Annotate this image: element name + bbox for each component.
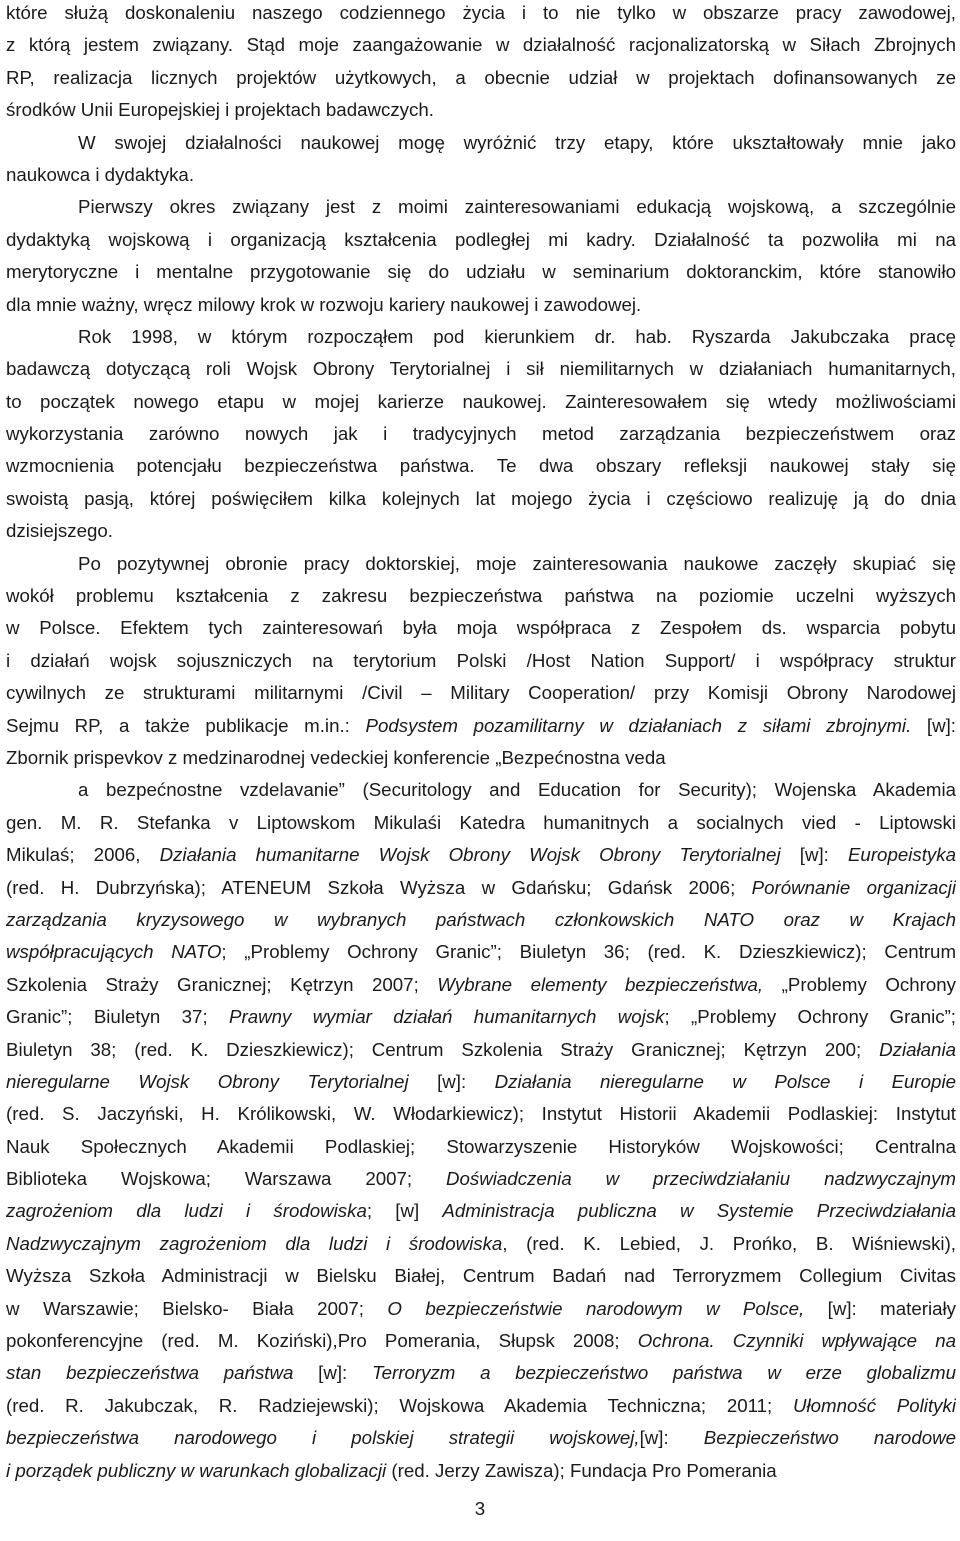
- text-segment: Biblioteka Wojskowa; Warszawa 2007;: [6, 1168, 447, 1190]
- text-segment: RP, realizacja licznych projektów użytkowych, a obecnie udział w projektach dofinansowanych ze: [6, 66, 956, 88]
- text-segment: (red. H. Dubrzyńska); ATENEUM Szkoła Wyższa w Gdańsku; Gdańsk 2006;: [6, 876, 752, 898]
- page-number: 3: [474, 1498, 486, 1519]
- text-line: [6, 127, 956, 159]
- text-segment: środków Unii Europejskiej i projektach badawczych.: [6, 99, 434, 121]
- italic-text-segment: Ochrona. Czynniki wpływające na: [637, 1330, 956, 1352]
- italic-text-segment: Porównanie organizacji: [751, 876, 956, 898]
- text-segment: wokół problemu kształcenia z zakresu bezpieczeństwa państwa na poziomie uczelni wyższych: [6, 585, 956, 607]
- italic-text-segment: O bezpieczeństwie narodowym w Polsce,: [387, 1297, 805, 1319]
- text-segment: (red. Jerzy Zawisza); Fundacja Pro Pomerania: [386, 1459, 777, 1481]
- text-segment: Nauk Społecznych Akademii Podlaskiej; Stowarzyszenie Historyków Wojskowości; Centralna: [6, 1135, 956, 1157]
- italic-text-segment: Bezpieczeństwo narodowe: [703, 1427, 956, 1449]
- text-line: [6, 742, 956, 774]
- text-segment: wzmocnienia potencjału bezpieczeństwa państwa. Te dwa obszary refleksji naukowej stały się: [6, 455, 956, 477]
- text-line: [6, 1422, 956, 1454]
- italic-text-segment: współpracujących NATO: [6, 941, 222, 963]
- text-line: [6, 1195, 956, 1227]
- text-line: [6, 1293, 956, 1325]
- text-segment: badawczą dotyczącą roli Wojsk Obrony Terytorialnej i sił niemilitarnych w działaniach humanitarnych,: [6, 358, 956, 380]
- text-line: [6, 321, 956, 353]
- text-line: [6, 548, 956, 580]
- italic-text-segment: bezpieczeństwa narodowego i polskiej strategii wojskowej,: [6, 1427, 640, 1449]
- italic-text-segment: zarządzania kryzysowego w wybranych państwach członkowskich NATO oraz w Krajach: [6, 908, 956, 930]
- text-line: [6, 904, 956, 936]
- italic-text-segment: Doświadczenia w przeciwdziałaniu nadzwyczajnym: [446, 1168, 956, 1190]
- text-segment: które służą doskonaleniu naszego codziennego życia i to nie tylko w obszarze pracy zawodowej,: [6, 2, 956, 23]
- text-line: [6, 289, 956, 321]
- text-segment: [w]:: [911, 714, 956, 736]
- text-line: [6, 872, 956, 904]
- italic-text-segment: Ułomność Polityki: [792, 1394, 956, 1416]
- text-segment: w Warszawie; Bielsko- Biała 2007;: [6, 1297, 388, 1319]
- text-line: [6, 839, 956, 871]
- italic-text-segment: stan bezpieczeństwa państwa: [6, 1362, 294, 1384]
- text-line: [6, 159, 956, 191]
- text-line: [6, 515, 956, 547]
- text-line: [6, 1034, 956, 1066]
- text-line: [6, 450, 956, 482]
- text-segment: gen. M. R. Stefanka v Liptowskom Mikulaśi Katedra humanitnych a socialnych vied - Liptowski: [6, 811, 956, 833]
- text-segment: Po pozytywnej obronie pracy doktorskiej, moje zainteresowania naukowe zaczęły skupiać się: [78, 552, 956, 574]
- text-segment: dydaktyką wojskową i organizacją kształcenia podległej mi kadry. Działalność ta pozwoliła mi na: [6, 228, 956, 250]
- text-segment: pokonferencyjne (red. M. Koziński),Pro Pomerania, Słupsk 2008;: [6, 1330, 638, 1352]
- italic-text-segment: Nadzwyczajnym zagrożeniom dla ludzi i środowiska: [6, 1232, 503, 1254]
- text-line: [6, 1325, 956, 1357]
- text-segment: W swojej działalności naukowej mogę wyróżnić trzy etapy, które ukształtowały mnie jako: [78, 131, 956, 153]
- text-segment: Mikulaś; 2006,: [6, 844, 160, 866]
- text-segment: Wyższa Szkoła Administracji w Bielsku Białej, Centrum Badań nad Terroryzmem Collegium Civitas: [6, 1265, 956, 1287]
- text-line: [6, 969, 956, 1001]
- italic-text-segment: Działania humanitarne Wojsk Obrony Wojsk Obrony Terytorialnej: [159, 844, 781, 866]
- italic-text-segment: i porządek publiczny w warunkach globalizacji: [6, 1459, 387, 1481]
- italic-text-segment: Działania nieregularne w Polsce i Europie: [494, 1070, 956, 1092]
- text-segment: [w]:: [639, 1427, 704, 1449]
- text-segment: i działań wojsk sojuszniczych na terytorium Polski /Host Nation Support/ i współpracy struktur: [6, 649, 956, 671]
- text-line: [6, 1455, 956, 1487]
- text-segment: [w]:: [293, 1362, 372, 1384]
- text-segment: to początek nowego etapu w mojej karierze naukowej. Zainteresowałem się wtedy możliwościami: [6, 390, 956, 412]
- text-line: [6, 386, 956, 418]
- text-segment: (red. R. Jakubczak, R. Radziejewski); Wojskowa Akademia Techniczna; 2011;: [6, 1394, 793, 1416]
- text-line: [6, 1163, 956, 1195]
- text-segment: [w]:: [408, 1070, 495, 1092]
- text-segment: swoistą pasją, której poświęciłem kilka kolejnych lat mojego życia i częściowo realizuję ją do dnia: [6, 487, 956, 509]
- italic-text-segment: Prawny wymiar działań humanitarnych wojsk: [229, 1006, 665, 1028]
- text-line: [6, 1066, 956, 1098]
- text-segment: ; [w]: [366, 1200, 443, 1222]
- text-segment: „Problemy Ochrony: [763, 973, 956, 995]
- text-segment: Granic”; Biuletyn 37;: [6, 1006, 230, 1028]
- italic-text-segment: Wybrane elementy bezpieczeństwa,: [437, 973, 764, 995]
- text-segment: ; „Problemy Ochrony Granic”;: [664, 1006, 956, 1028]
- text-line: [6, 418, 956, 450]
- document-body: [6, 0, 956, 1487]
- text-line: [6, 483, 956, 515]
- text-segment: Pierwszy okres związany jest z moimi zainteresowaniami edukacją wojskową, a szczególnie: [78, 196, 956, 218]
- italic-text-segment: Terroryzm a bezpieczeństwo państwa w erze globalizmu: [371, 1362, 956, 1384]
- text-line: [6, 936, 956, 968]
- text-line: [6, 191, 956, 223]
- text-line: [6, 612, 956, 644]
- text-segment: , (red. K. Lebied, J. Prońko, B. Wiśniewski),: [502, 1232, 956, 1254]
- text-line: [6, 580, 956, 612]
- italic-text-segment: Działania: [879, 1038, 956, 1060]
- italic-text-segment: Europeistyka: [847, 844, 956, 866]
- text-segment: a bezpećnostne vzdelavanie” (Securitology and Education for Security); Wojenska Akademia: [78, 779, 956, 801]
- text-line: [6, 645, 956, 677]
- text-line: [6, 256, 956, 288]
- text-line: [6, 353, 956, 385]
- italic-text-segment: nieregularne Wojsk Obrony Terytorialnej: [6, 1070, 409, 1092]
- text-line: [6, 94, 956, 126]
- text-line: [6, 677, 956, 709]
- text-segment: z którą jestem związany. Stąd moje zaangażowanie w działalność racjonalizatorską w Siłach Zbrojnych: [6, 34, 956, 56]
- text-line: [6, 1357, 956, 1389]
- text-segment: (red. S. Jaczyński, H. Królikowski, W. Włodarkiewicz); Instytut Historii Akademii Podlaskiej: Instytut: [6, 1103, 956, 1125]
- text-line: [6, 1001, 956, 1033]
- text-segment: Szkolenia Straży Granicznej; Kętrzyn 2007;: [6, 973, 438, 995]
- text-line: [6, 1098, 956, 1130]
- text-segment: merytoryczne i mentalne przygotowanie się do udziału w seminarium doktoranckim, które stanowiło: [6, 261, 956, 283]
- italic-text-segment: Administracja publiczna w Systemie Przeciwdziałania: [442, 1200, 956, 1222]
- text-line: [6, 29, 956, 61]
- text-line: [6, 1260, 956, 1292]
- text-line: [6, 62, 956, 94]
- text-segment: Zbornik prispevkov z medzinarodnej vedeckiej konferencie „Bezpećnostna veda: [6, 746, 666, 768]
- text-line: [6, 1228, 956, 1260]
- text-line: [6, 0, 956, 29]
- text-line: [6, 1131, 956, 1163]
- text-line: [6, 774, 956, 806]
- text-line: [6, 224, 956, 256]
- italic-text-segment: zagrożeniom dla ludzi i środowiska: [6, 1200, 367, 1222]
- text-segment: ; „Problemy Ochrony Granic”; Biuletyn 36; (red. K. Dzieszkiewicz); Centrum: [221, 941, 956, 963]
- text-segment: Rok 1998, w którym rozpocząłem pod kierunkiem dr. hab. Ryszarda Jakubczaka pracę: [78, 325, 956, 347]
- text-segment: dla mnie ważny, wręcz milowy krok w rozwoju kariery naukowej i zawodowej.: [6, 293, 642, 315]
- text-segment: Sejmu RP, a także publikacje m.in.:: [6, 714, 366, 736]
- text-segment: dzisiejszego.: [6, 520, 113, 542]
- text-line: [6, 710, 956, 742]
- text-segment: wykorzystania zarówno nowych jak i tradycyjnych metod zarządzania bezpieczeństwem oraz: [6, 423, 956, 445]
- italic-text-segment: Podsystem pozamilitarny w działaniach z siłami zbrojnymi.: [365, 714, 912, 736]
- text-segment: Biuletyn 38; (red. K. Dzieszkiewicz); Centrum Szkolenia Straży Granicznej; Kętrzyn 200;: [6, 1038, 880, 1060]
- text-segment: naukowca i dydaktyka.: [6, 163, 195, 185]
- text-segment: [w]:: [780, 844, 848, 866]
- text-segment: [w]: materiały: [804, 1297, 956, 1319]
- text-line: [6, 807, 956, 839]
- text-segment: w Polsce. Efektem tych zainteresowań była moja współpraca z Zespołem ds. wsparcia pobytu: [6, 617, 956, 639]
- text-line: [6, 1390, 956, 1422]
- text-segment: cywilnych ze strukturami militarnymi /Civil – Military Cooperation/ przy Komisji Obrony Narodowej: [6, 682, 956, 704]
